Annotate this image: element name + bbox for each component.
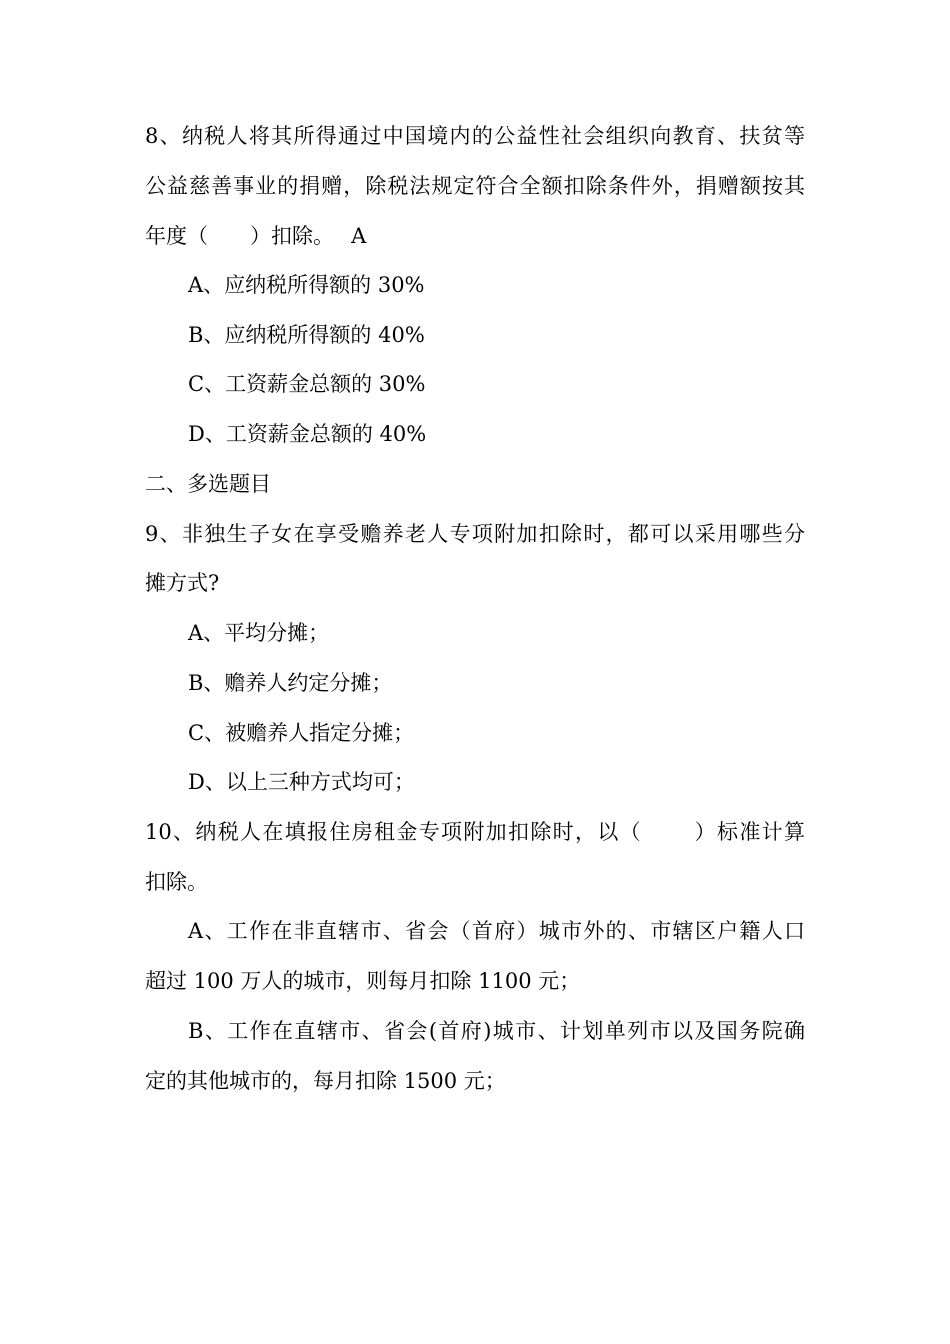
question-8-line-1: 8、纳税人将其所得通过中国境内的公益性社会组织向教育、扶贫等 [145,124,805,148]
question-8-option-a: A、应纳税所得额的 30% [188,273,425,297]
question-8-option-c: C、工资薪金总额的 30% [188,372,426,396]
question-10-option-a-line-1: A、工作在非直辖市、省会（首府）城市外的、市辖区户籍人口 [188,919,805,943]
question-8-option-d: D、工资薪金总额的 40% [188,422,427,446]
question-9-option-d: D、以上三种方式均可； [188,770,415,794]
question-10-option-b-line-1: B、工作在直辖市、省会(首府)城市、计划单列市以及国务院确 [188,1019,805,1043]
question-8-line-2: 公益慈善事业的捐赠，除税法规定符合全额扣除条件外，捐赠额按其 [145,174,805,198]
question-10-option-b-line-2: 定的其他城市的，每月扣除 1500 元； [145,1069,506,1093]
question-8-line-3: 年度（ ）扣除。 A [145,224,367,248]
question-9-option-a: A、平均分摊； [188,621,330,645]
question-10-line-1: 10、纳税人在填报住房租金专项附加扣除时，以（ ）标准计算 [145,820,805,844]
section-title-multiple-choice: 二、多选题目 [145,472,271,496]
question-9-option-c: C、被赡养人指定分摊； [188,721,415,745]
question-9-option-b: B、赡养人约定分摊； [188,671,393,695]
question-10-line-2: 扣除。 [145,870,208,894]
question-8-option-b: B、应纳税所得额的 40% [188,323,425,347]
question-9-line-1: 9、非独生子女在享受赡养老人专项附加扣除时，都可以采用哪些分 [145,522,805,546]
question-9-line-2: 摊方式? [145,571,220,595]
question-10-option-a-line-2: 超过 100 万人的城市，则每月扣除 1100 元； [145,969,581,993]
